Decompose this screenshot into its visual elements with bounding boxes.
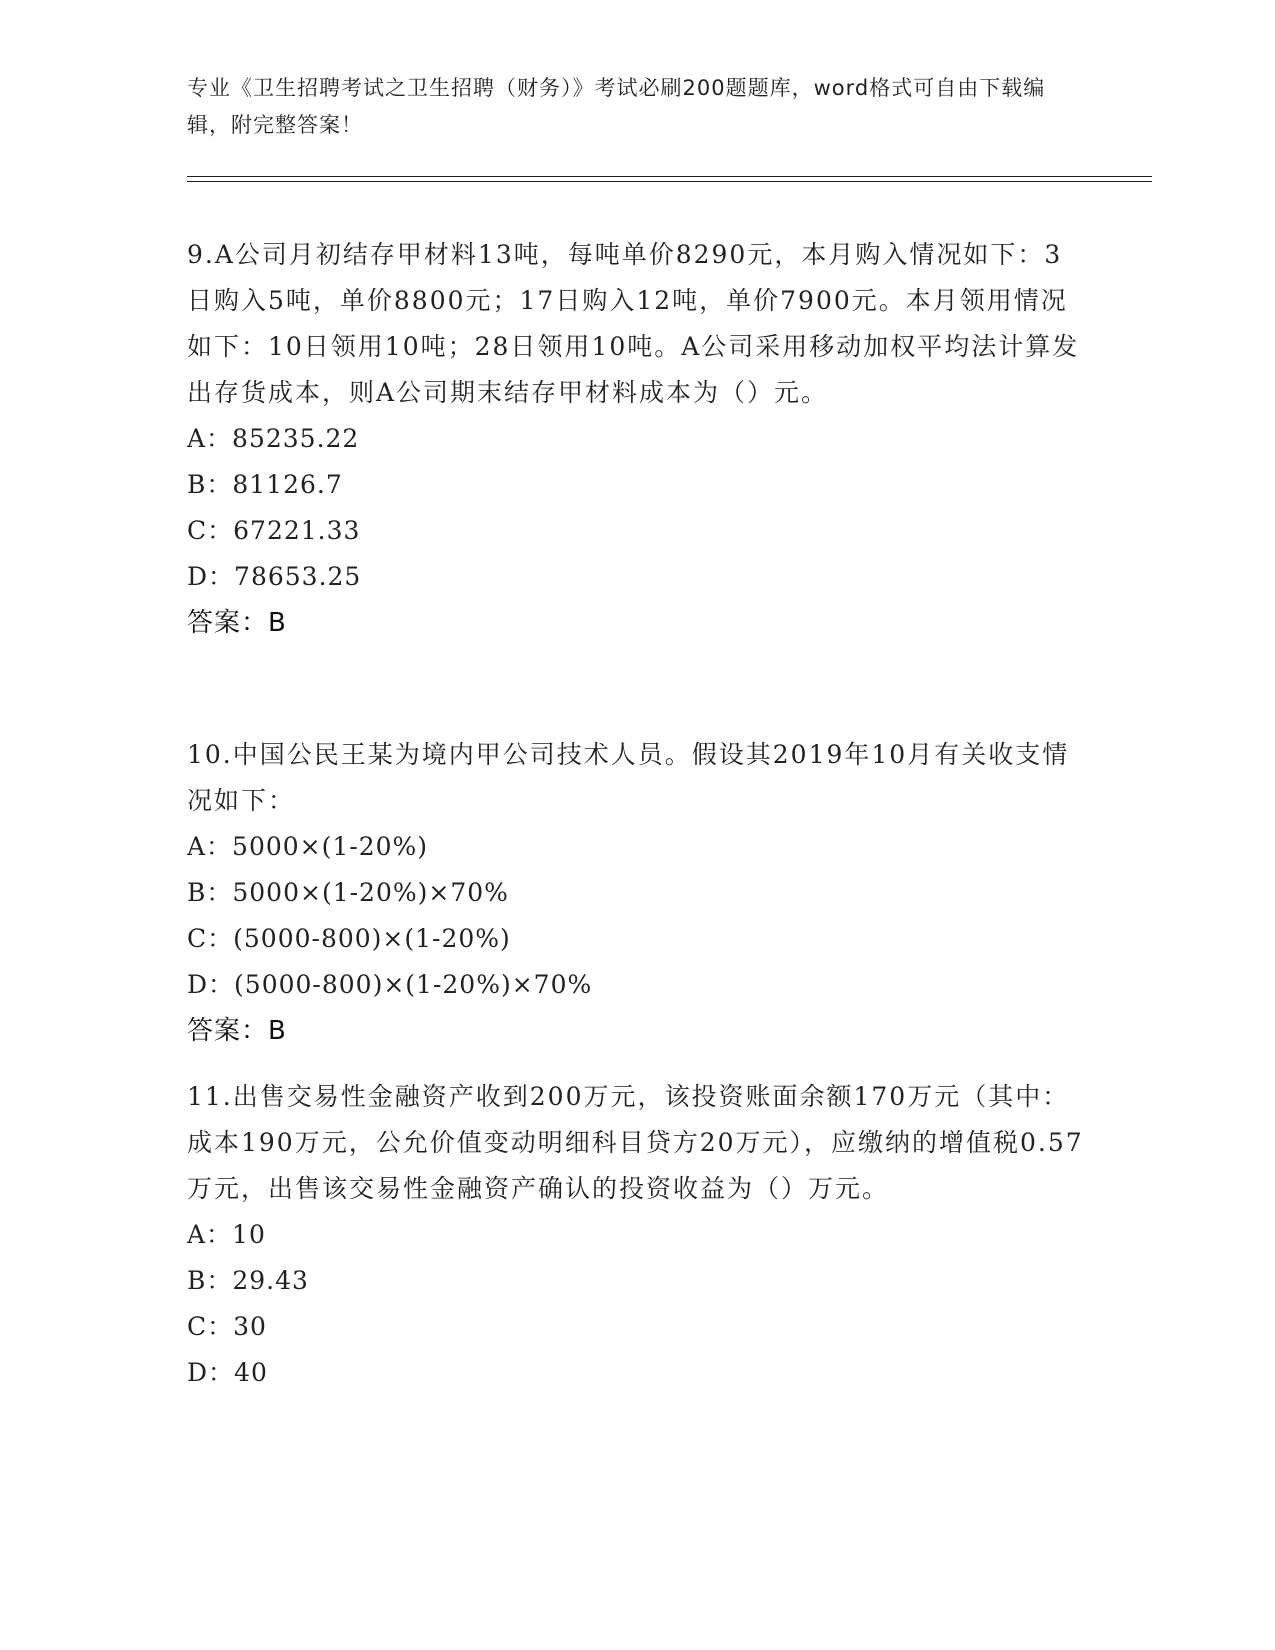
option-a: A：10 [187,1220,266,1249]
option-c: C：67221.33 [187,516,361,545]
option-c: C：(5000-800)×(1-20%) [187,924,511,953]
header-divider-bottom [187,181,1152,182]
header-divider-top [187,176,1152,177]
question-text: 10.中国公民王某为境内甲公司技术人员。假设其2019年10月有关收支情况如下： [187,740,1070,815]
document-header: 专业《卫生招聘考试之卫生招聘（财务）》考试必刷200题题库，word格式可自由下载编辑，附完整答案！ [187,76,1046,137]
option-b: B：81126.7 [187,470,343,499]
option-a: A：85235.22 [187,424,360,453]
option-d: D：(5000-800)×(1-20%)×70% [187,970,593,999]
option-b: B：5000×(1-20%)×70% [187,878,509,907]
question-text: 11.出售交易性金融资产收到200万元，该投资账面余额170万元（其中：成本190万元，公允价值变动明细科目贷方20万元），应缴纳的增值税0.57万元，出售该交易性金融资产确认的投资收益为（）万元。 [187,1082,1084,1203]
question-10 [187,732,1087,1054]
option-d: D：78653.25 [187,562,362,591]
answer: 答案：B [187,608,287,638]
option-c: C：30 [187,1312,267,1341]
question-text: 9.A公司月初结存甲材料13吨，每吨单价8290元，本月购入情况如下：3日购入5吨，单价8800元；17日购入12吨，单价7900元。本月领用情况如下：10日领用10吨；28日领用10吨。A公司采用移动加权平均法计算发出存货成本，则A公司期末结存甲材料成本为（）元。 [187,240,1080,407]
option-a: A：5000×(1-20%) [187,832,429,861]
option-d: D：40 [187,1358,268,1387]
option-b: B：29.43 [187,1266,309,1295]
question-9 [187,232,1087,646]
answer: 答案：B [187,1016,287,1046]
question-11 [187,1074,1087,1396]
